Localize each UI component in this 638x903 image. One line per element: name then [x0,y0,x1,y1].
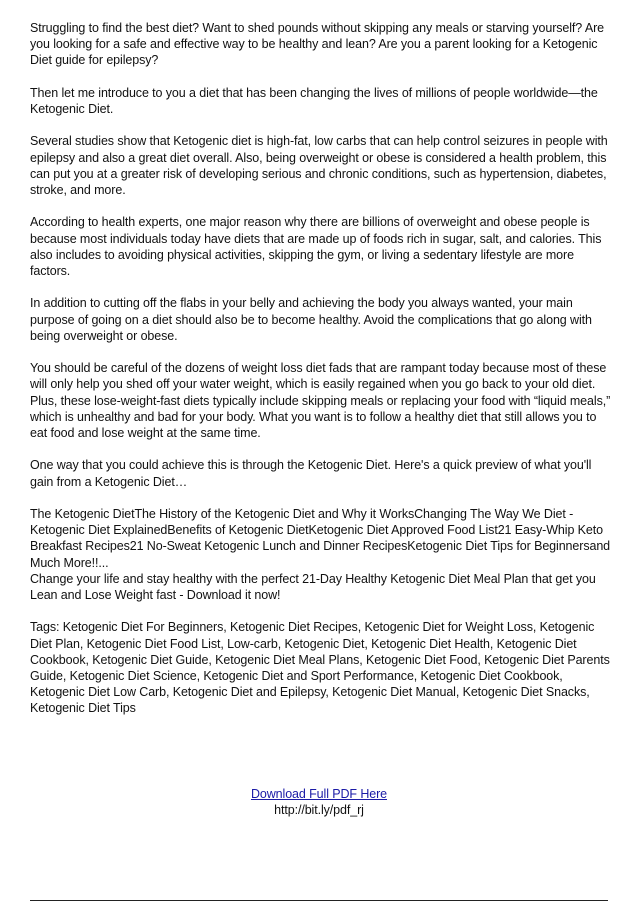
tags-paragraph: Tags: Ketogenic Diet For Beginners, Ketogenic Diet Recipes, Ketogenic Diet for Weight Loss, Ketogenic Diet Plan, Ketogenic Diet Food List, Low-carb, Ketogenic Diet, Ketogenic Diet Health, Ketogenic Diet Cookbook, Ketogenic Diet Guide, Ketogenic Diet Meal Plans, Ketogenic Diet Food, Ketogenic Diet Parents Guide, Ketogenic Diet Science, Ketogenic Diet and Sport Performance, Ketogenic Diet Cookbook, Ketogenic Diet Low Carb, Ketogenic Diet and Epilepsy, Ketogenic Diet Manual, Ketogenic Diet Snacks, Ketogenic Diet Tips [30,620,610,716]
introduction-paragraph: Then let me introduce to you a diet that has been changing the lives of millions of people worldwide—the Ketogenic Diet. [30,85,598,116]
preview-paragraph: One way that you could achieve this is through the Ketogenic Diet. Here's a quick preview of what you'll gain from a Ketogenic Diet… [30,458,592,489]
call-to-action: Change your life and stay healthy with the perfect 21-Day Healthy Ketogenic Diet Meal Plan that get you Lean and Lose Weight fast - Download it now! [30,571,596,602]
health-experts-paragraph: According to health experts, one major reason why there are billions of overweight and obese people is because most individuals today have diets that are made up of foods rich in sugar, salt, and calories. This also includes to avoiding physical activities, skipping the gym, or living a sedentary lifestyle are more factors. [30,215,602,278]
studies-paragraph: Several studies show that Ketogenic diet is high-fat, low carbs that can help control seizures in people with epilepsy and also a great diet overall. Also, being overweight or obese is considered a health problem, this can put you at a greater risk of developing serious and chronic conditions, such as hypertension, diabetes, stroke, and more. [30,134,608,197]
document-body [30,20,612,733]
purpose-paragraph: In addition to cutting off the flabs in your belly and achieving the body you always wanted, your main purpose of going on a diet should also be to become healthy. Avoid the complications that go along with being overweight or obese. [30,296,592,343]
diet-fads-paragraph: You should be careful of the dozens of weight loss diet fads that are rampant today because most of these will only help you shed off your water weight, which is easily regained when you go back to your old diet. Plus, these lose-weight-fast diets typically include skipping meals or replacing your food with “liquid meals,” which is unhealthy and bad for your body. What you want is to follow a healthy diet that still allows you to eat food and lose weight at the same time. [30,361,611,440]
download-url: http://bit.ly/pdf_rj [274,803,364,818]
download-footer [0,786,638,818]
contents-list: The Ketogenic DietThe History of the Ketogenic Diet and Why it WorksChanging The Way We Diet - Ketogenic Diet ExplainedBenefits of Ketogenic DietKetogenic Diet Approved Food List21 Easy-Whip Keto Breakfast Recipes21 No-Sweat Ketogenic Lunch and Dinner RecipesKetogenic Diet Tips for Beginnersand Much More!!... [30,506,611,570]
download-pdf-link[interactable]: Download Full PDF Here [250,787,388,801]
page-bottom-divider [30,900,608,901]
intro-paragraph: Struggling to find the best diet? Want to shed pounds without skipping any meals or starving yourself? Are you looking for a safe and effective way to be healthy and lean? Are you a parent looking for a Ketogenic Diet guide for epilepsy? [30,21,604,68]
